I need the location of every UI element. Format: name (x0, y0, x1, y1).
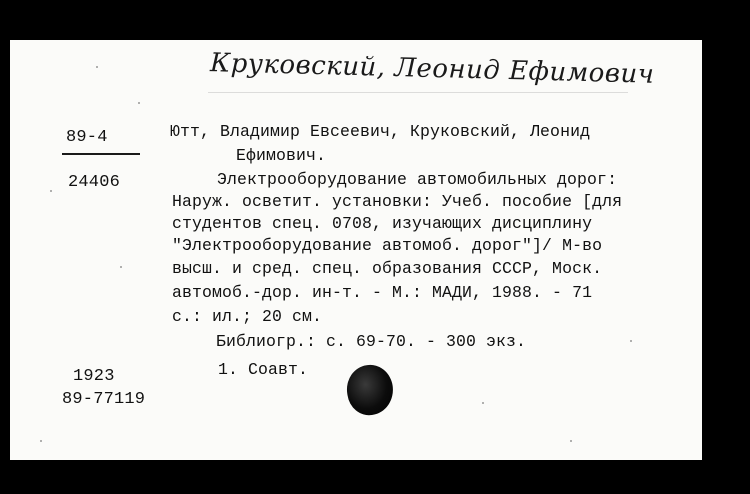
handwritten-heading: Круковский, Леонид Ефимович (209, 48, 655, 90)
entry-line-subtitle: Наруж. осветит. установки: Учеб. пособие [для (172, 192, 623, 211)
heading-guide-line (208, 92, 628, 93)
entry-line-physical: с.: ил.; 20 см. (172, 307, 323, 326)
dust-speck (96, 66, 98, 68)
entry-line-ministry: высш. и сред. спец. образования СССР, Моск. (172, 259, 603, 278)
dust-speck (570, 440, 572, 442)
entry-line-publisher: автомоб.-дор. ин-т. - М.: МАДИ, 1988. - 71 (172, 283, 593, 302)
entry-line-authors-cont: Ефимович. (236, 146, 327, 165)
dust-speck (40, 440, 42, 442)
card-number: 89-77119 (62, 390, 146, 409)
entry-line-audience: студентов спец. 0708, изучающих дисциплину (172, 214, 593, 233)
ink-blot (344, 362, 397, 418)
entry-line-discipline: "Электрооборудование автомоб. дорог"]/ М-во (172, 236, 603, 255)
entry-line-coauthor: 1. Соавт. (218, 360, 309, 379)
year-code: 1923 (73, 367, 115, 386)
inventory-number: 24406 (68, 173, 121, 192)
catalog-card (10, 40, 702, 460)
dust-speck (50, 190, 52, 192)
call-number-divider (62, 153, 140, 155)
entry-line-authors: Ютт, Владимир Евсеевич, Круковский, Леонид (170, 122, 591, 141)
dust-speck (482, 402, 484, 404)
entry-line-title: Электрооборудование автомобильных дорог: (217, 170, 618, 189)
dust-speck (630, 340, 632, 342)
shelf-call-number: 89-4 (66, 128, 108, 147)
dust-speck (138, 102, 140, 104)
dust-speck (120, 266, 122, 268)
entry-line-bibliography: Библиогр.: с. 69-70. - 300 экз. (216, 332, 527, 351)
